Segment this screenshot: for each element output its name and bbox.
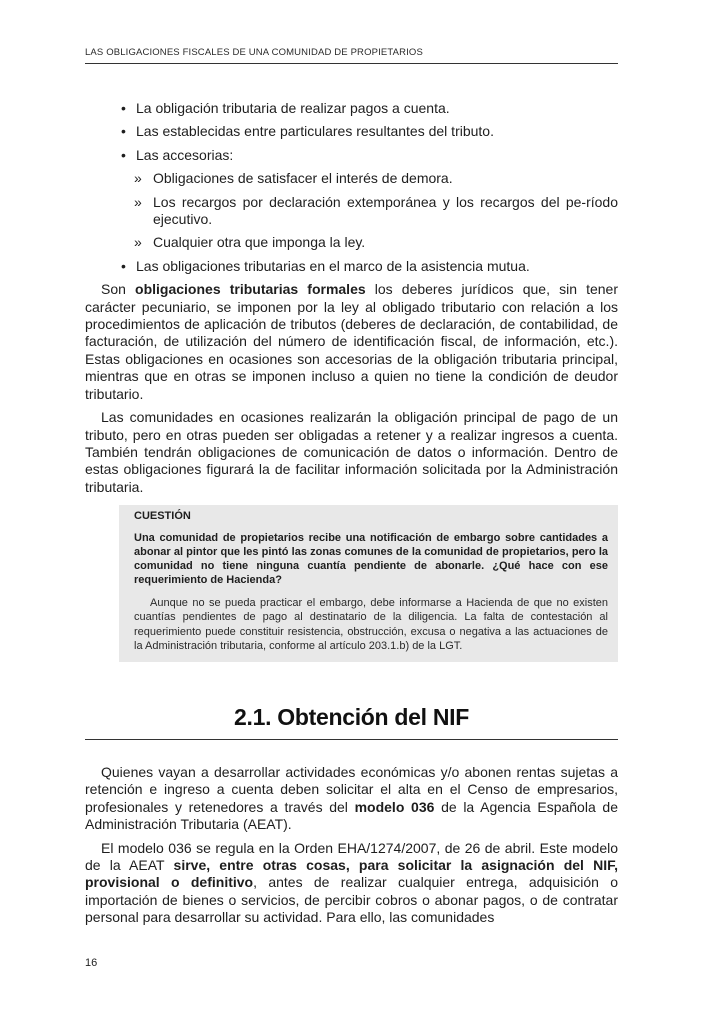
- paragraph-modelo-036: [85, 764, 618, 834]
- bold-term: obligaciones tributarias formales: [135, 281, 366, 298]
- list-item-text: Las establecidas entre particulares resultantes del tributo.: [136, 123, 494, 140]
- bold-term: sirve, entre otras cosas, para solicitar la asignación del NIF, provisional o definitivo: [85, 857, 619, 891]
- list-item: [85, 147, 618, 252]
- text-run: de la Agencia Española de Administración Tributaria (AEAT).: [85, 798, 618, 833]
- paragraph-communities: Las comunidades en ocasiones realizarán la obligación principal de pago de un tributo, pero en otras pueden ser obligadas a retener y a realizar ingresos a cuenta. También tendrán obligaciones de comunicación de datos o información. Dentro de estas obligaciones figurará la de facilitar información solicitada por la Administración tributaria.: [85, 409, 618, 495]
- obligations-list: [85, 100, 618, 275]
- paragraph-formal-obligations: [85, 281, 618, 403]
- bullet-marker: •: [121, 100, 126, 116]
- bullet-marker: •: [121, 146, 126, 163]
- list-item-text: Las obligaciones tributarias en el marco de la asistencia mutua.: [136, 257, 530, 274]
- cuestion-box: [119, 505, 618, 662]
- text-run: los deberes jurídicos que, sin tener carácter pecuniario, se imponen por la ley al obligado tributario con relación a los procedimientos de aplicación de tributos (deberes de declaración, de contabilidad, de facturación, de utilización del número de identificación fiscal, de información, etc.). Estas obligaciones en ocasiones son accesorias de la obligación tributaria principal, mientras que en otras se imponen incluso a quien no tiene la condición de deudor tributario.: [85, 281, 619, 402]
- bullet-marker: •: [121, 123, 126, 140]
- sub-bullet-marker: »: [134, 193, 142, 210]
- sub-bullet-marker: »: [134, 234, 142, 251]
- main-content: [85, 100, 618, 662]
- list-item-text: La obligación tributaria de realizar pagos a cuenta.: [136, 100, 450, 116]
- running-header: LAS OBLIGACIONES FISCALES DE UNA COMUNIDAD DE PROPIETARIOS: [85, 47, 618, 64]
- section-heading: 2.1. Obtención del NIF: [85, 704, 618, 740]
- text-run: El modelo 036 se regula en la Orden EHA/1274/2007, de 26 de abril. Este modelo de la AEAT: [85, 839, 618, 874]
- sub-list-item-text: Cualquier otra que imponga la ley.: [153, 234, 366, 251]
- text-run: Son: [101, 281, 136, 298]
- sub-list-item: [134, 170, 618, 187]
- list-item: [85, 100, 618, 117]
- text-run: Quienes vayan a desarrollar actividades económicas y/o abonen rentas sujetas a retención e ingreso a cuenta deben solicitar el alta en el Censo de empresarios, profesionales y retenedores a través del: [85, 764, 618, 815]
- cuestion-answer: Aunque no se pueda practicar el embargo, debe informarse a Hacienda de que no existen cuantías pendientes de pago al destinatario de la diligencia. La falta de contestación al requerimiento puede constituir resistencia, obstrucción, excusa o negativa a las actuaciones de la Administración tributaria, conforme al artículo 203.1.b) de la LGT.: [134, 597, 608, 653]
- sub-list-item: [134, 194, 618, 229]
- sub-list-item: [134, 234, 618, 251]
- bullet-marker: •: [121, 257, 126, 274]
- bold-term: modelo 036: [354, 798, 435, 815]
- cuestion-question: Una comunidad de propietarios recibe una notificación de embargo sobre cantidades a abonar al pintor que les pintó las zonas comunes de la comunidad de propietarios, pero la comunidad no tiene ninguna cuantía pendiente de abonarle. ¿Qué hace con ese requerimiento de Hacienda?: [134, 532, 608, 587]
- cuestion-title: CUESTIÓN: [134, 510, 191, 523]
- section-content: [85, 764, 618, 933]
- list-item: [85, 258, 618, 275]
- text-run: , antes de realizar cualquier entrega, adquisición o importación de bienes o servicios, de percibir cobros o abonar pagos, o de contratar personal para desarrollar su actividad. Para ello, las comunidades: [85, 874, 618, 926]
- list-item-text: Las accesorias:: [136, 146, 234, 163]
- page-number: 16: [85, 957, 98, 969]
- paragraph-orden-eha: [85, 840, 618, 927]
- accessory-sublist: [134, 170, 618, 252]
- sub-bullet-marker: »: [134, 170, 142, 187]
- list-item: [85, 123, 618, 140]
- sub-list-item-text: Obligaciones de satisfacer el interés de demora.: [153, 170, 453, 187]
- sub-list-item-text: Los recargos por declaración extemporánea y los recargos del pe-ríodo ejecutivo.: [153, 193, 618, 228]
